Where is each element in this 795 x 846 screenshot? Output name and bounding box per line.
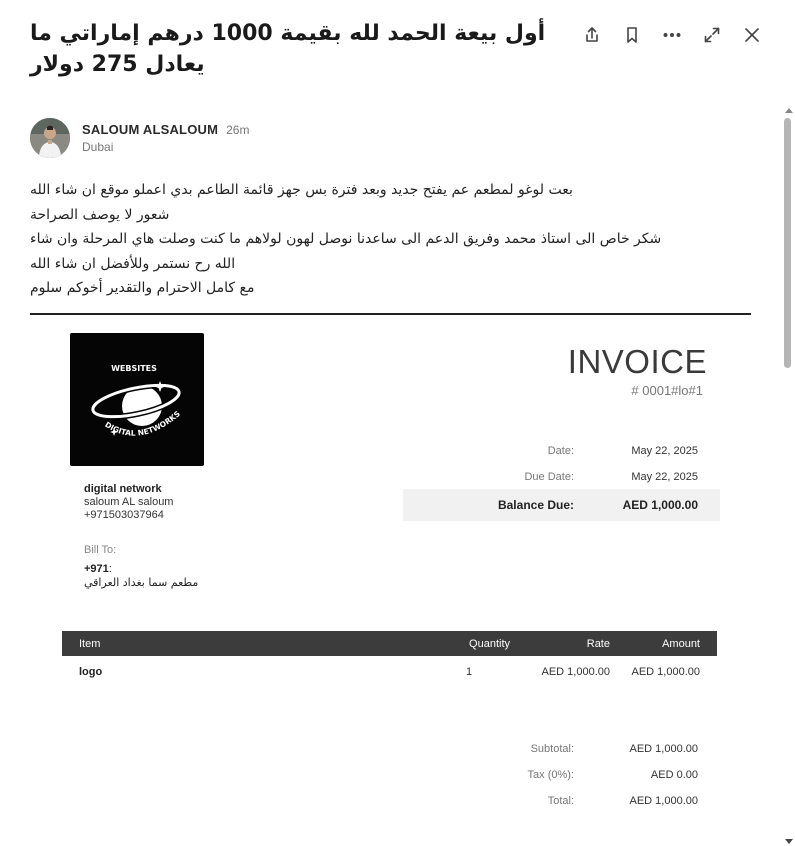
post-body-line: بعت لوغو لمطعم عم يفتح جديد وبعد فترة بس جهز قائمة الطاعم بدي اعملو موقع ان شاء الله — [30, 182, 573, 198]
item-rate: AED 1,000.00 — [541, 666, 610, 678]
items-table-header — [62, 631, 717, 656]
post-author — [30, 118, 249, 158]
avatar[interactable] — [30, 118, 70, 158]
scrollbar-thumb[interactable] — [784, 118, 791, 368]
author-name[interactable]: SALOUM ALSALOUM — [82, 122, 219, 137]
bill-to-phone: +971 — [84, 563, 109, 575]
column-item: Item — [79, 638, 101, 650]
company-logo — [70, 333, 204, 466]
invoice-date-row — [403, 437, 720, 465]
scroll-down-arrow-icon[interactable] — [785, 839, 793, 844]
tax-row — [403, 769, 720, 789]
date-label: Date: — [547, 445, 574, 457]
author-location: Dubai — [82, 140, 114, 154]
post-body-line: الله رح نستمر وللأفضل ان شاء الله — [30, 255, 236, 272]
balance-due-value: AED 1,000.00 — [622, 498, 698, 512]
invoice-number: # 0001#lo#1 — [631, 383, 703, 398]
balance-due-row — [403, 489, 720, 521]
share-button[interactable] — [579, 22, 605, 48]
invoice-from — [84, 483, 173, 522]
due-date-label: Due Date: — [524, 471, 574, 483]
total-label: Total: — [547, 795, 574, 807]
post-body-line: شعور لا يوصف الصراحة — [30, 206, 170, 223]
post-time: 26m — [226, 123, 250, 137]
total-row — [403, 795, 720, 815]
column-amount: Amount — [662, 638, 700, 650]
scroll-up-arrow-icon[interactable] — [785, 108, 793, 113]
expand-button[interactable] — [699, 22, 725, 48]
close-icon — [742, 25, 762, 45]
post-body-line: مع كامل الاحترام والتقدير أخوكم سلوم — [30, 280, 255, 296]
subtotal-value: AED 1,000.00 — [629, 743, 698, 755]
scrollbar[interactable] — [781, 104, 795, 846]
column-rate: Rate — [586, 638, 610, 650]
balance-due-label: Balance Due: — [497, 498, 574, 512]
subtotal-label: Subtotal: — [530, 743, 574, 755]
bill-to-name: مطعم سما بغداد العراقي — [84, 576, 199, 589]
divider — [30, 313, 751, 315]
bookmark-button[interactable] — [619, 22, 645, 48]
date-value: May 22, 2025 — [631, 445, 698, 457]
expand-icon — [702, 25, 722, 45]
logo-text-bottom: DIGITAL NETWORKS — [103, 409, 182, 438]
bookmark-icon — [622, 25, 642, 45]
post-body — [30, 178, 750, 301]
invoice-due-date-row — [403, 463, 720, 491]
from-phone: +971503037964 — [84, 509, 164, 521]
logo-text-top: WEBSITES — [111, 364, 157, 373]
subtotal-row — [403, 743, 720, 763]
post-header — [0, 0, 795, 100]
bill-to-label: Bill To: — [84, 544, 117, 556]
item-name: logo — [79, 666, 103, 678]
post-toolbar — [579, 22, 765, 48]
bill-to — [84, 562, 198, 590]
close-button[interactable] — [739, 22, 765, 48]
due-date-value: May 22, 2025 — [631, 471, 698, 483]
more-options-button[interactable] — [659, 22, 685, 48]
total-value: AED 1,000.00 — [629, 795, 698, 807]
bill-to-phone-suffix: : — [108, 563, 112, 575]
share-icon — [582, 25, 602, 45]
tax-value: AED 0.00 — [650, 769, 698, 781]
from-company: digital network — [84, 483, 162, 495]
invoice-title: INVOICE — [567, 343, 707, 380]
column-quantity: Quantity — [469, 638, 510, 650]
item-quantity: 1 — [466, 666, 473, 678]
item-amount: AED 1,000.00 — [631, 666, 700, 678]
invoice-image[interactable] — [55, 325, 725, 835]
table-row — [62, 659, 717, 684]
post-body-line: شكر خاص الى استاذ محمد وفريق الدعم الى ساعدنا نوصل لهون لولاهم ما كنت وصلت هاي المرحلة وان شاء — [30, 231, 662, 247]
post-title: أول بيعة الحمد لله بقيمة 1000 درهم إماراتي ما يعادل 275 دولار — [30, 21, 546, 77]
tax-label: Tax (0%): — [527, 769, 574, 781]
more-icon — [662, 25, 682, 45]
from-person: saloum AL saloum — [84, 496, 174, 508]
